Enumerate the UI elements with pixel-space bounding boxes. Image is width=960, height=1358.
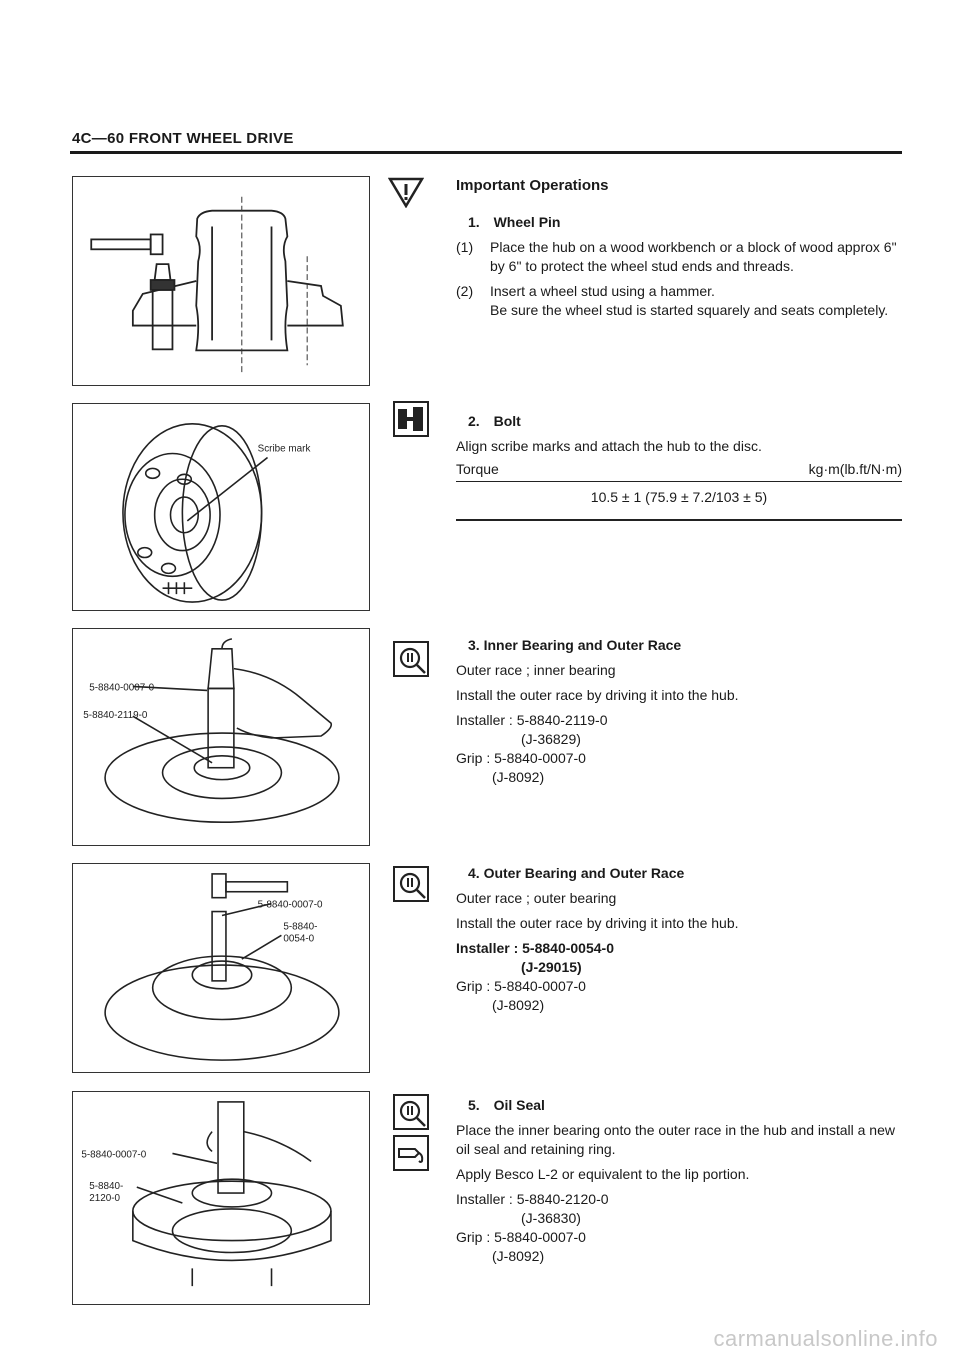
item-text: Insert a wheel stud using a hammer. xyxy=(490,283,715,299)
scribe-mark-label: Scribe mark xyxy=(257,443,311,455)
installer-j-number: (J-36829) xyxy=(521,731,581,747)
step-text: Install the outer race by driving it into the hub. xyxy=(456,915,739,931)
hub-disc-scribe-diagram xyxy=(73,404,369,610)
grip-j-number: (J-8092) xyxy=(492,769,545,785)
step-number: 4. xyxy=(468,865,480,881)
step-text: Apply Besco L-2 or equivalent to the lip portion. xyxy=(456,1166,750,1182)
torque-table-header xyxy=(456,460,902,482)
torque-value: 10.5 ± 1 (75.9 ± 7.2/103 ± 5) xyxy=(456,488,902,521)
page-header: 4C—60 FRONT WHEEL DRIVE xyxy=(72,130,294,147)
step-title: Wheel Pin xyxy=(493,214,561,230)
figure-oil-seal xyxy=(72,1091,370,1305)
installer-spec: Installer : 5-8840-2120-0 xyxy=(456,1191,609,1207)
grip-spec: Grip : 5-8840-0007-0 xyxy=(456,978,586,994)
grease-icon xyxy=(393,1135,429,1171)
installer-label-line1: 5-8840- xyxy=(283,921,318,933)
installer-label-line2: 0054-0 xyxy=(283,933,315,945)
torque-wrench-icon xyxy=(393,401,429,437)
step-title: Oil Seal xyxy=(493,1097,545,1113)
torque-unit: kg·m(lb.ft/N·m) xyxy=(808,461,902,477)
section-bolt xyxy=(456,412,902,521)
figure-inner-bearing xyxy=(72,628,370,846)
installer-spec: Installer : 5-8840-0054-0 xyxy=(456,940,614,956)
special-tool-icon xyxy=(393,641,429,677)
step-text: Align scribe marks and attach the hub to the disc. xyxy=(456,438,762,454)
grip-j-number: (J-8092) xyxy=(492,1248,545,1264)
grip-j-number: (J-8092) xyxy=(492,997,545,1013)
step-title: Outer Bearing and Outer Race xyxy=(483,865,685,881)
installer-label-line1: 5-8840- xyxy=(89,1181,124,1193)
step-text: Place the inner bearing onto the outer race in the hub and install a new oil seal and retaining ring. xyxy=(456,1122,895,1157)
item-number: (1) xyxy=(456,239,474,255)
step-text: Install the outer race by driving it into the hub. xyxy=(456,687,739,703)
section-heading: Important Operations xyxy=(456,177,609,194)
item-text: Place the hub on a wood workbench or a block of wood approx 6" by 6" to protect the wheel stud ends and threads. xyxy=(490,239,897,274)
section-outer-bearing xyxy=(456,864,902,1015)
oil-seal-installer-diagram xyxy=(73,1092,369,1304)
grip-spec: Grip : 5-8840-0007-0 xyxy=(456,1229,586,1245)
item-number: (2) xyxy=(456,283,474,299)
hub-wheel-pin-diagram xyxy=(73,177,369,385)
installer-j-number: (J-36830) xyxy=(521,1210,581,1226)
step-text: Outer race ; inner bearing xyxy=(456,662,616,678)
step-title: Bolt xyxy=(493,413,521,429)
step-number: 3. xyxy=(468,637,480,653)
step-number: 2. xyxy=(468,413,480,429)
step-number: 1. xyxy=(468,214,480,230)
installer-j-number: (J-29015) xyxy=(521,959,582,975)
section-inner-bearing xyxy=(456,636,902,787)
special-tool-icon xyxy=(393,1094,429,1130)
step-item xyxy=(456,282,902,320)
grip-label: 5-8840-0007-0 xyxy=(89,682,155,694)
step-title: Inner Bearing and Outer Race xyxy=(483,637,682,653)
figure-wheel-pin xyxy=(72,176,370,386)
installer-label-line2: 2120-0 xyxy=(89,1192,121,1204)
torque-label: Torque xyxy=(456,461,499,477)
step-item xyxy=(456,238,902,276)
installer-spec: Installer : 5-8840-2119-0 xyxy=(456,712,608,728)
step-text: Outer race ; outer bearing xyxy=(456,890,617,906)
installer-label: 5-8840-2119-0 xyxy=(83,710,148,722)
outer-bearing-installer-diagram xyxy=(73,864,369,1072)
special-tool-icon xyxy=(393,866,429,902)
section-oil-seal xyxy=(456,1096,902,1266)
grip-spec: Grip : 5-8840-0007-0 xyxy=(456,750,586,766)
grip-label: 5-8840-0007-0 xyxy=(257,899,323,911)
step-number: 5. xyxy=(468,1097,480,1113)
figure-scribe-mark xyxy=(72,403,370,611)
inner-bearing-installer-diagram xyxy=(73,629,369,845)
item-text: Be sure the wheel stud is started squarely and seats completely. xyxy=(490,302,889,318)
watermark: carmanualsonline.info xyxy=(713,1326,938,1351)
section-wheel-pin xyxy=(456,176,902,320)
figure-outer-bearing xyxy=(72,863,370,1073)
grip-label: 5-8840-0007-0 xyxy=(81,1149,147,1161)
warning-icon xyxy=(388,176,424,208)
header-rule xyxy=(70,151,902,154)
